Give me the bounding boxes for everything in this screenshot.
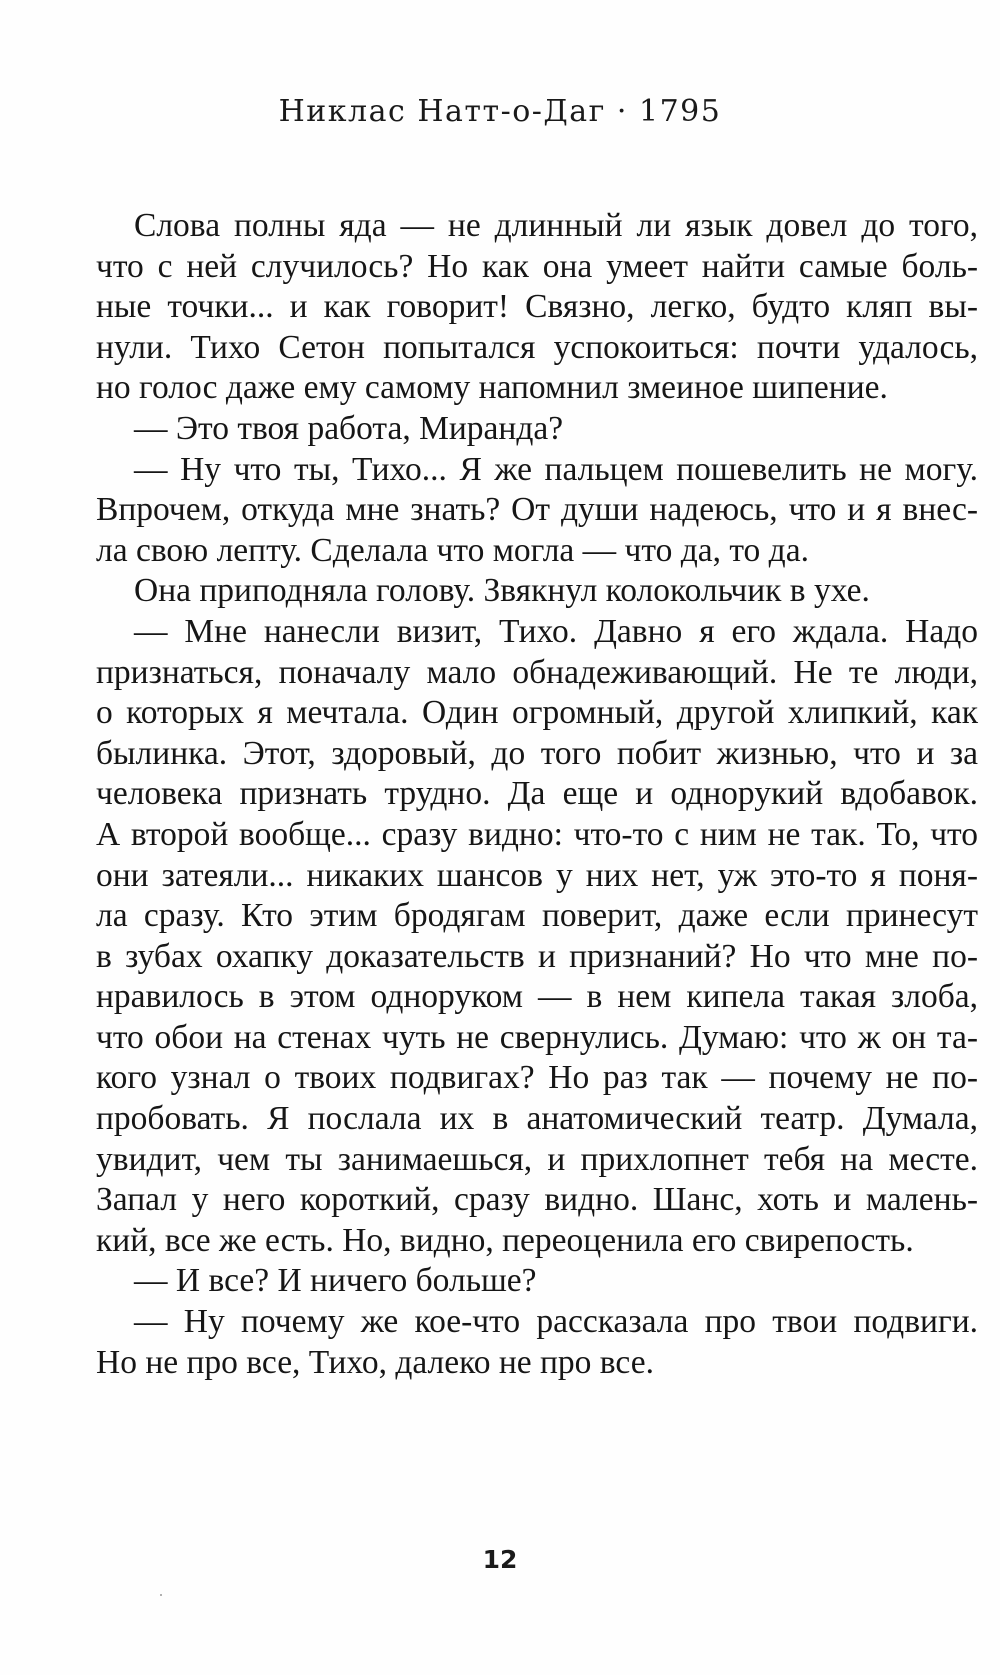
text-line: в зубах охапку доказательств и признаний? Но что мне по- [96,937,978,975]
text-line: Запал у него короткий, сразу видно. Шанс, хоть и малень- [96,1181,978,1219]
text-line: о которых я мечтала. Один огромный, другой хлипкий, как [96,694,978,732]
text-line: ные точки... и как говорит! Связно, легко, будто кляп вы- [96,288,978,326]
text-line: Но не про все, Тихо, далеко не про все. [96,1343,654,1381]
text-line: кий, все же есть. Но, видно, переоценила его свирепость. [96,1221,914,1259]
text-line: но голос даже ему самому напомнил змеиное шипение. [96,369,888,407]
text-line: — И все? И ничего больше? [134,1262,537,1300]
text-line: Впрочем, откуда мне знать? От души надеюсь, что и я внес- [96,491,978,529]
text-line: что с ней случилось? Но как она умеет найти самые боль- [96,247,978,285]
text-line: они затеяли... никаких шансов у них нет, уж это-то я поня- [96,856,978,894]
text-line: нравилось в этом одноруком — в нем кипела такая злоба, [96,978,978,1016]
text-line: Она приподняла голову. Звякнул колокольчик в ухе. [134,572,870,610]
text-line: Слова полны яда — не длинный ли язык довел до того, [134,207,978,244]
text-line: А второй вообще... сразу видно: что-то с ним не так. То, что [96,815,978,853]
text-line: ла сразу. Кто этим бродягам поверит, даже если принесут [96,897,978,935]
text-line: что обои на стенах чуть не свернулись. Думаю: что ж он та- [96,1018,978,1056]
text-line: — Мне нанесли визит, Тихо. Давно я его ждала. Надо [134,612,978,650]
scan-speck [160,1594,162,1596]
text-line: человека признать трудно. Да еще и однорукий вдобавок. [96,775,978,813]
text-line: ла свою лепту. Сделала что могла — что да, то да. [96,531,809,569]
body-text [96,206,978,1383]
running-head: Никлас Натт-о-Даг · 1795 [278,94,722,129]
text-line: пробовать. Я послала их в анатомический театр. Думала, [96,1100,978,1138]
text-line: увидит, чем ты занимаешься, и прихлопнет тебя на месте. [96,1140,978,1178]
text-line: былинка. Этот, здоровый, до того побит жизнью, что и за [96,734,978,772]
text-line: — Это твоя работа, Миранда? [134,409,564,447]
text-line: — Ну что ты, Тихо... Я же пальцем пошевелить не могу. [134,450,978,488]
text-line: кого узнал о твоих подвигах? Но раз так — почему не по- [96,1059,978,1097]
text-line: нули. Тихо Сетон попытался успокоиться: почти удалось, [96,328,978,366]
text-line: признаться, поначалу мало обнадеживающий. Не те люди, [96,653,978,691]
text-line: — Ну почему же кое-что рассказала про твои подвиги. [134,1303,978,1341]
page-number: 12 [482,1545,518,1574]
